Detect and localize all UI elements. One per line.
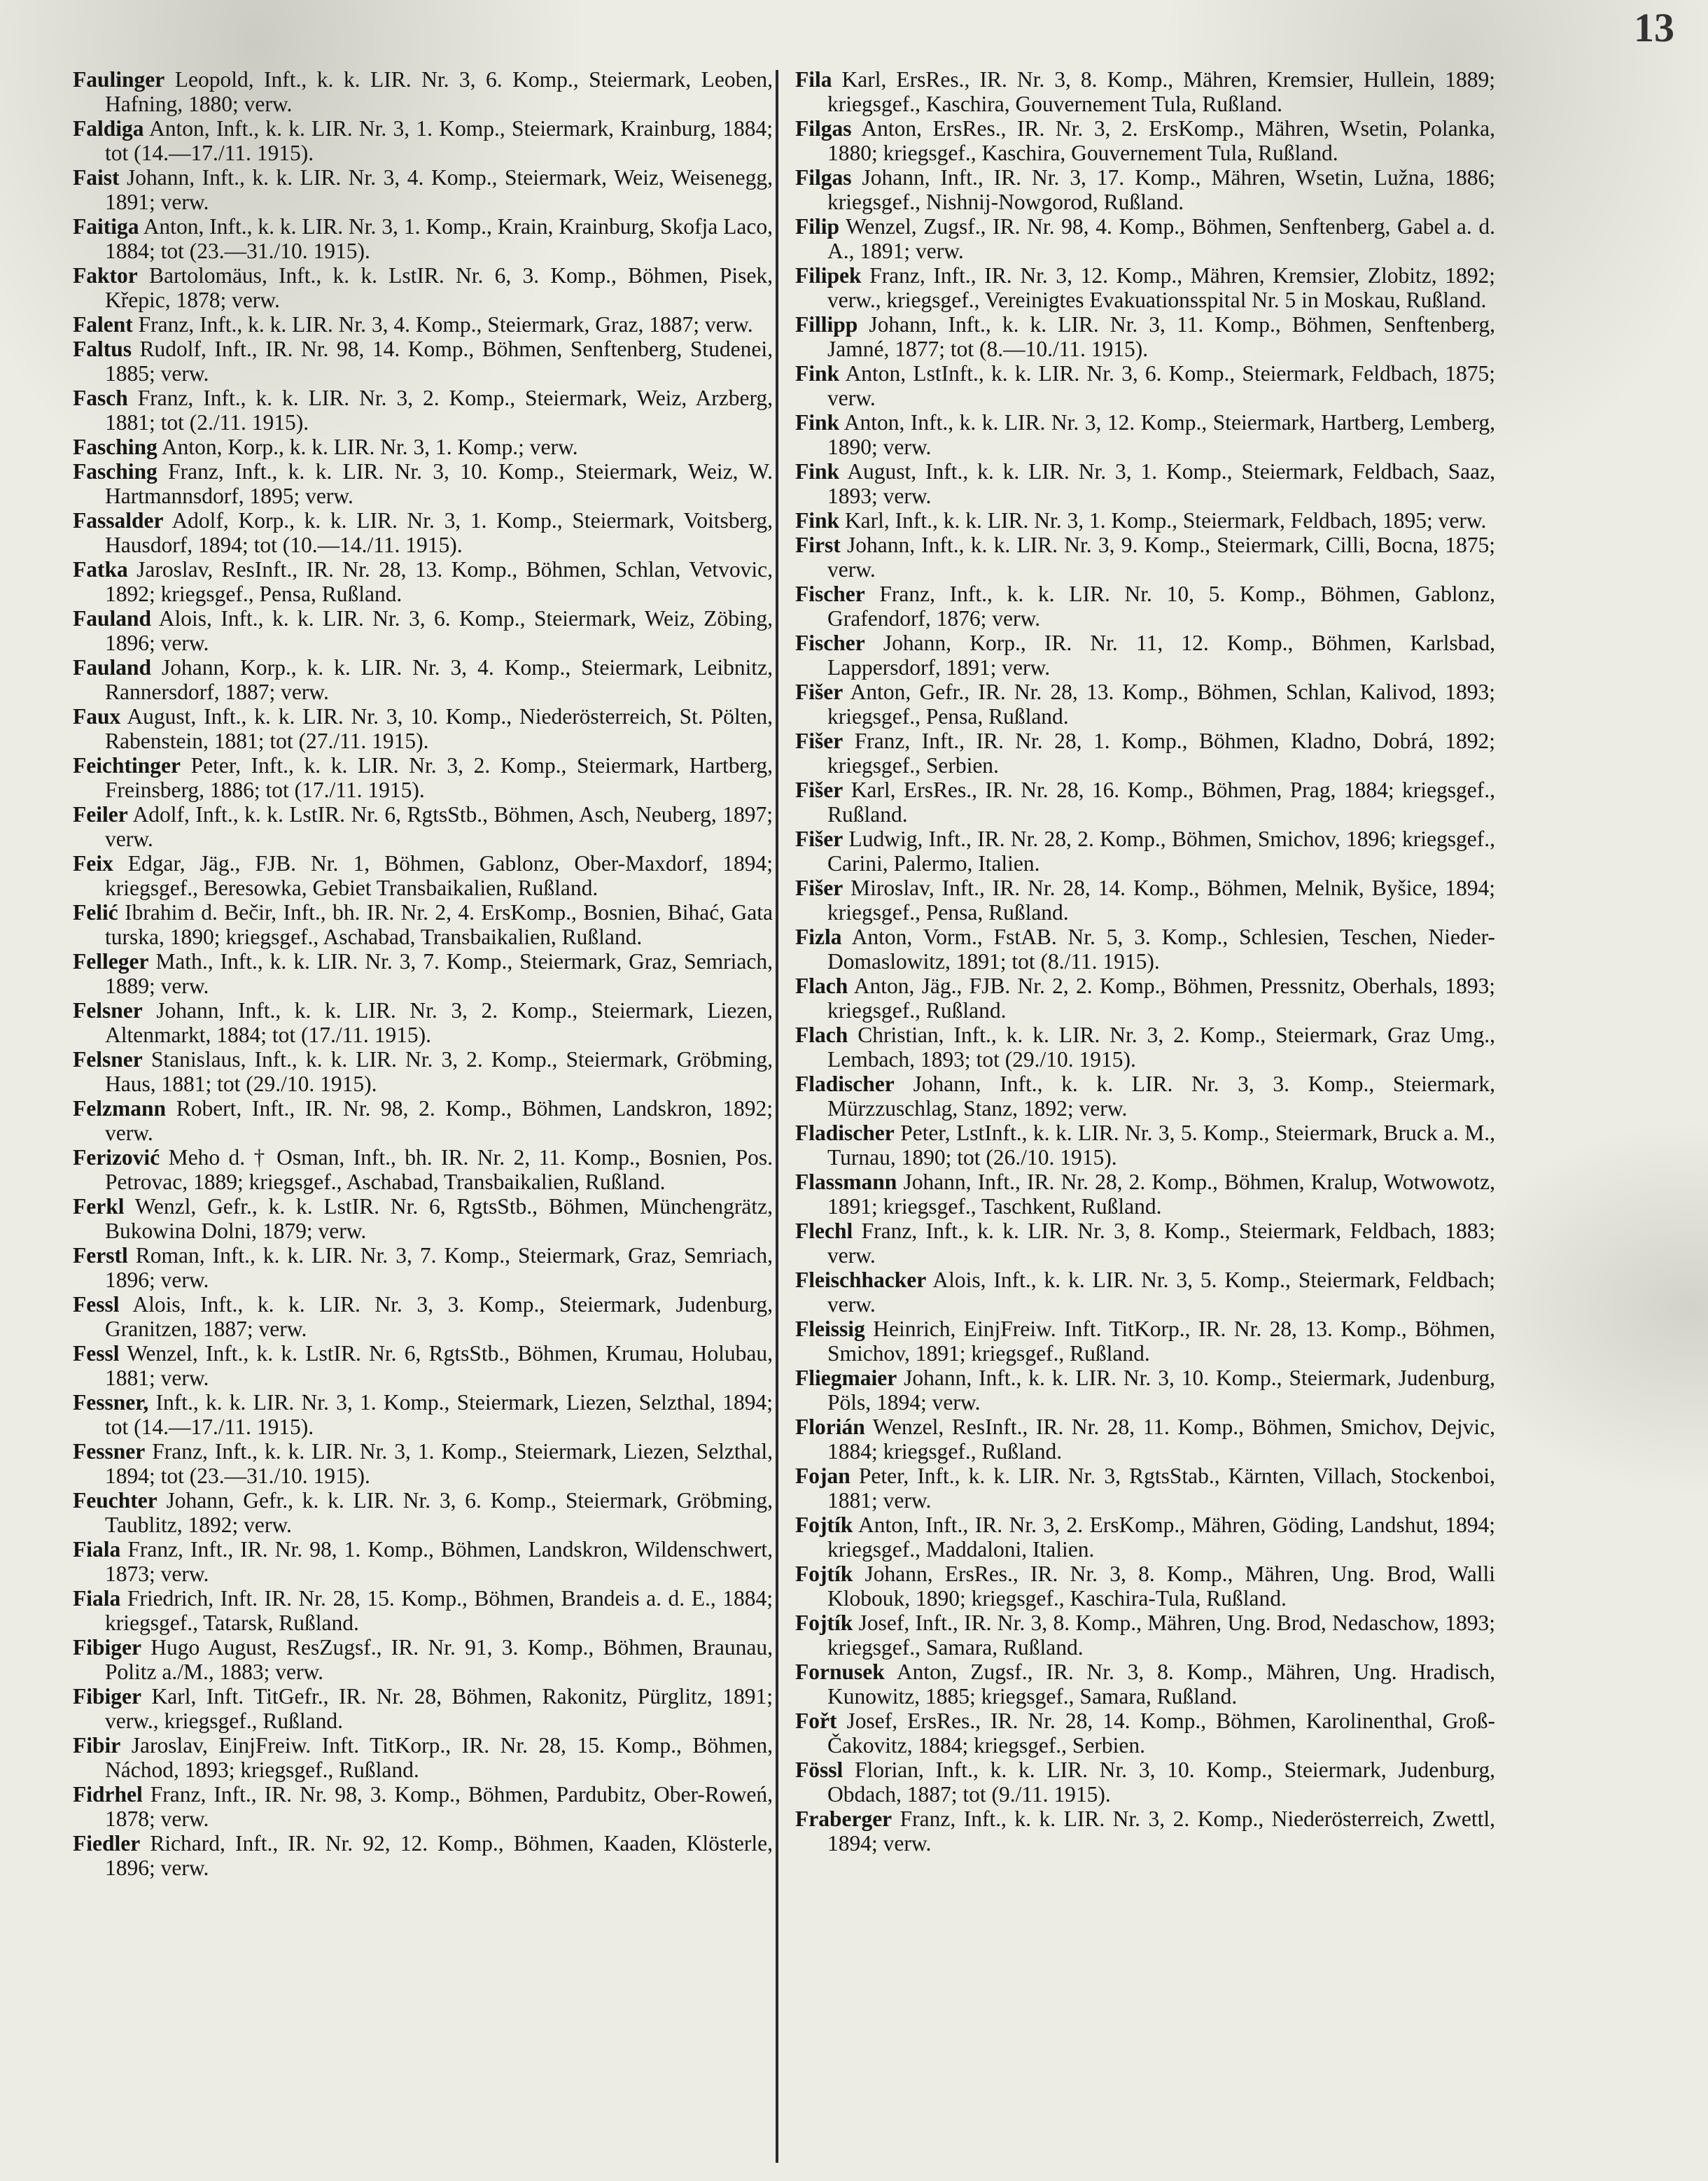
entry-details: Franz, Inft., k. k. LIR. Nr. 10, 5. Komp., Böhmen, Gablonz, Grafendorf, 1876; verw. <box>827 582 1495 631</box>
entry-details: Ibrahim d. Bečir, Inft., bh. IR. Nr. 2, 4. ErsKomp., Bosnien, Bihać, Gata turska, 1890; kriegsgef., Aschabad, Transbaikalien, Rußland. <box>105 900 773 949</box>
entry-surname: Fišer <box>795 827 844 851</box>
register-entry <box>795 1562 1495 1611</box>
entry-details: Wenzel, Inft., k. k. LstIR. Nr. 6, RgtsStb., Böhmen, Krumau, Holubau, 1881; verw. <box>105 1341 773 1390</box>
entry-surname: Filgas <box>795 165 852 190</box>
register-entry <box>73 998 773 1047</box>
entry-surname: Ferizović <box>73 1145 160 1170</box>
entry-surname: Fauland <box>73 655 152 680</box>
entry-surname: Fliegmaier <box>795 1366 897 1390</box>
register-entry <box>795 361 1495 410</box>
register-entry <box>795 1660 1495 1709</box>
entry-surname: Fischer <box>795 582 865 606</box>
entry-surname: Filgas <box>795 116 852 141</box>
register-entry <box>73 1390 773 1439</box>
entry-details: Math., Inft., k. k. LIR. Nr. 3, 7. Komp., Steiermark, Graz, Semriach, 1889; verw. <box>105 949 773 998</box>
entry-surname: Flach <box>795 974 848 998</box>
entry-details: Christian, Inft., k. k. LIR. Nr. 3, 2. Komp., Steiermark, Graz Umg., Lembach, 1893; tot (29./10. 1915). <box>827 1023 1496 1072</box>
entry-surname: Faitiga <box>73 214 139 239</box>
register-entry <box>795 1219 1495 1268</box>
register-entry <box>73 655 773 704</box>
register-entry <box>795 1366 1495 1415</box>
entry-details: Jaroslav, EinjFreiw. Inft. TitKorp., IR. Nr. 28, 15. Komp., Böhmen, Náchod, 1893; kriegsgef., Rußland. <box>105 1733 774 1782</box>
register-entry <box>73 214 773 263</box>
register-entry <box>73 900 773 949</box>
register-entry <box>73 851 773 900</box>
entry-surname: Fizla <box>795 925 842 949</box>
entry-details: Josef, ErsRes., IR. Nr. 28, 14. Komp., Böhmen, Karolinenthal, Groß-Čakovitz, 1884; kriegsgef., Serbien. <box>827 1709 1496 1758</box>
entry-surname: Fink <box>795 459 840 484</box>
register-entry <box>73 386 773 435</box>
register-entry <box>73 1341 773 1390</box>
entry-surname: Filipek <box>795 263 862 288</box>
register-entry <box>795 680 1495 729</box>
register-entry <box>795 827 1495 876</box>
entry-details: Franz, Inft., IR. Nr. 98, 3. Komp., Böhmen, Pardubitz, Ober-Roweń, 1878; verw. <box>105 1782 773 1831</box>
left-column <box>73 67 773 1880</box>
entry-surname: Fasching <box>73 435 158 459</box>
entry-details: Josef, Inft., IR. Nr. 3, 8. Komp., Mähren, Ung. Brod, Nedaschow, 1893; kriegsgef., Samara, Rußland. <box>827 1611 1495 1660</box>
entry-surname: Fibiger <box>73 1635 141 1660</box>
entry-details: Robert, Inft., IR. Nr. 98, 2. Komp., Böhmen, Landskron, 1892; verw. <box>105 1096 774 1145</box>
entry-details: Franz, Inft., k. k. LIR. Nr. 3, 2. Komp., Niederösterreich, Zwettl, 1894; verw. <box>827 1807 1495 1856</box>
entry-details: Bartolomäus, Inft., k. k. LstIR. Nr. 6, 3. Komp., Böhmen, Pisek, Křepic, 1878; verw. <box>105 263 774 312</box>
register-entry <box>795 1464 1495 1513</box>
entry-surname: Fořt <box>795 1709 837 1733</box>
entry-details: Ludwig, Inft., IR. Nr. 28, 2. Komp., Böhmen, Smichov, 1896; kriegsgef., Carini, Palermo, Italien. <box>827 827 1495 876</box>
entry-details: Hugo August, ResZugsf., IR. Nr. 91, 3. Komp., Böhmen, Braunau, Politz a./M., 1883; verw. <box>105 1635 774 1684</box>
register-entry <box>795 1415 1495 1464</box>
register-entry <box>795 1121 1495 1170</box>
entry-surname: Fibir <box>73 1733 121 1758</box>
entry-surname: Felić <box>73 900 118 925</box>
register-entry <box>795 876 1495 925</box>
entry-details: Karl, Inft., k. k. LIR. Nr. 3, 1. Komp., Steiermark, Feldbach, 1895; verw. <box>844 508 1487 533</box>
register-entry <box>73 1586 773 1635</box>
entry-details: Peter, LstInft., k. k. LIR. Nr. 3, 5. Komp., Steiermark, Bruck a. M., Turnau, 1890; tot (26./10. 1915). <box>827 1121 1496 1170</box>
register-entry <box>795 459 1495 508</box>
register-entry <box>795 263 1495 312</box>
entry-surname: Feichtinger <box>73 753 181 778</box>
entry-surname: Faist <box>73 165 120 190</box>
register-entry <box>73 263 773 312</box>
register-entry <box>795 1513 1495 1562</box>
entry-surname: Flechl <box>795 1219 853 1243</box>
entry-details: Johann, Inft., k. k. LIR. Nr. 3, 3. Komp., Steiermark, Mürzzuschlag, Stanz, 1892; verw. <box>827 1072 1495 1121</box>
entry-surname: Felleger <box>73 949 149 974</box>
entry-surname: Fišer <box>795 778 844 802</box>
register-entry <box>795 1758 1495 1807</box>
entry-surname: Fiedler <box>73 1831 141 1856</box>
entry-details: Franz, Inft., k. k. LIR. Nr. 3, 4. Komp., Steiermark, Graz, 1887; verw. <box>138 312 753 337</box>
entry-details: Johann, Inft., IR. Nr. 28, 2. Komp., Böhmen, Kralup, Wotwowotz, 1891; kriegsgef., Taschkent, Rußland. <box>827 1170 1495 1219</box>
entry-surname: Fink <box>795 508 840 533</box>
entry-surname: Fessl <box>73 1292 120 1317</box>
column-divider <box>776 70 778 2163</box>
entry-details: Leopold, Inft., k. k. LIR. Nr. 3, 6. Komp., Steiermark, Leoben, Hafning, 1880; verw. <box>105 67 773 116</box>
register-entry <box>795 729 1495 778</box>
register-entry <box>73 67 773 116</box>
entry-details: Johann, Inft., k. k. LIR. Nr. 3, 10. Komp., Steiermark, Judenburg, Pöls, 1894; verw. <box>827 1366 1495 1415</box>
entry-surname: Fladischer <box>795 1121 895 1145</box>
register-entry <box>795 1709 1495 1758</box>
register-entry <box>795 778 1495 827</box>
register-entry <box>73 116 773 165</box>
register-entry <box>73 165 773 214</box>
entry-details: Alois, Inft., k. k. LIR. Nr. 3, 6. Komp., Steiermark, Weiz, Zöbing, 1896; verw. <box>105 606 774 655</box>
entry-surname: Fornusek <box>795 1660 885 1684</box>
register-entry <box>73 1684 773 1733</box>
entry-details: Inft., k. k. LIR. Nr. 3, 1. Komp., Steiermark, Liezen, Selzthal, 1894; tot (14.—17./11. 1915). <box>105 1390 774 1439</box>
entry-details: Johann, Inft., IR. Nr. 3, 17. Komp., Mähren, Wsetin, Lužna, 1886; kriegsgef., Nishnij-Nowgorod, Rußland. <box>827 165 1496 214</box>
entry-surname: Flassmann <box>795 1170 897 1194</box>
entry-details: Franz, Inft., k. k. LIR. Nr. 3, 1. Komp., Steiermark, Liezen, Selzthal, 1894; tot (23.—31./10. 1915). <box>105 1439 774 1488</box>
entry-surname: Faktor <box>73 263 138 288</box>
entry-surname: Faux <box>73 704 121 729</box>
entry-details: Anton, Zugsf., IR. Nr. 3, 8. Komp., Mähren, Ung. Hradisch, Kunowitz, 1885; kriegsgef., Samara, Rußland. <box>827 1660 1495 1709</box>
entry-surname: Florián <box>795 1415 865 1439</box>
entry-surname: Fleischhacker <box>795 1268 927 1292</box>
entry-surname: Fraberger <box>795 1807 892 1831</box>
entry-details: Alois, Inft., k. k. LIR. Nr. 3, 5. Komp., Steiermark, Feldbach; verw. <box>827 1268 1495 1317</box>
entry-details: Anton, Inft., IR. Nr. 3, 2. ErsKomp., Mähren, Göding, Landshut, 1894; kriegsgef., Maddaloni, Italien. <box>827 1513 1496 1562</box>
register-entry <box>73 312 773 337</box>
entry-details: Anton, Inft., k. k. LIR. Nr. 3, 12. Komp., Steiermark, Hartberg, Lemberg, 1890; verw. <box>827 410 1495 459</box>
entry-details: Friedrich, Inft. IR. Nr. 28, 15. Komp., Böhmen, Brandeis a. d. E., 1884; kriegsgef., Tatarsk, Rußland. <box>105 1586 774 1635</box>
entry-details: Anton, Gefr., IR. Nr. 28, 13. Komp., Böhmen, Schlan, Kalivod, 1893; kriegsgef., Pensa, Rußland. <box>827 680 1495 729</box>
register-entry <box>795 631 1495 680</box>
entry-details: Anton, Korp., k. k. LIR. Nr. 3, 1. Komp.; verw. <box>161 435 578 459</box>
entry-details: Miroslav, Inft., IR. Nr. 28, 14. Komp., Böhmen, Melnik, Byšice, 1894; kriegsgef., Pensa, Rußland. <box>827 876 1495 925</box>
register-entry <box>73 1537 773 1586</box>
entry-surname: Fišer <box>795 680 844 704</box>
entry-details: Richard, Inft., IR. Nr. 92, 12. Komp., Böhmen, Kaaden, Klösterle, 1896; verw. <box>105 1831 773 1880</box>
entry-surname: Faulinger <box>73 67 165 92</box>
register-entry <box>795 214 1495 263</box>
entry-details: Heinrich, EinjFreiw. Inft. TitKorp., IR. Nr. 28, 13. Komp., Böhmen, Smichov, 1891; kriegsgef., Rußland. <box>827 1317 1495 1366</box>
entry-details: Anton, Vorm., FstAB. Nr. 5, 3. Komp., Schlesien, Teschen, Nieder-Domaslowitz, 1891; tot (8./11. 1915). <box>827 925 1496 974</box>
entry-surname: Faldiga <box>73 116 144 141</box>
entry-details: Anton, Inft., k. k. LIR. Nr. 3, 1. Komp., Steiermark, Krainburg, 1884; tot (14.—17./11. 1915). <box>105 116 773 165</box>
register-entry <box>73 459 773 508</box>
register-entry <box>73 753 773 802</box>
page-number: 13 <box>1634 5 1674 50</box>
entry-surname: Fillipp <box>795 312 858 337</box>
entry-details: Karl, ErsRes., IR. Nr. 28, 16. Komp., Böhmen, Prag, 1884; kriegsgef., Rußland. <box>827 778 1496 827</box>
entry-details: Franz, Inft., IR. Nr. 98, 1. Komp., Böhmen, Landskron, Wildenschwert, 1873; verw. <box>105 1537 774 1586</box>
entry-details: Johann, Inft., k. k. LIR. Nr. 3, 11. Komp., Böhmen, Senftenberg, Jamné, 1877; tot (8.—10./11. 1915). <box>827 312 1495 361</box>
entry-details: Johann, Inft., k. k. LIR. Nr. 3, 9. Komp., Steiermark, Cilli, Bocna, 1875; verw. <box>827 533 1496 582</box>
register-entry <box>73 1145 773 1194</box>
register-entry <box>73 1194 773 1243</box>
entry-details: Karl, ErsRes., IR. Nr. 3, 8. Komp., Mähren, Kremsier, Hullein, 1889; kriegsgef., Kaschira, Gouvernement Tula, Rußland. <box>827 67 1496 116</box>
register-entry <box>73 435 773 459</box>
entry-details: Anton, ErsRes., IR. Nr. 3, 2. ErsKomp., Mähren, Wsetin, Polanka, 1880; kriegsgef., Kaschira, Gouvernement Tula, Rußland. <box>827 116 1495 165</box>
entry-surname: Ferstl <box>73 1243 128 1268</box>
entry-surname: Fink <box>795 410 840 435</box>
register-entry <box>795 1807 1495 1856</box>
entry-details: Franz, Inft., k. k. LIR. Nr. 3, 2. Komp., Steiermark, Weiz, Arzberg, 1881; tot (2./11. 1915). <box>105 386 773 435</box>
entry-details: Peter, Inft., k. k. LIR. Nr. 3, RgtsStab., Kärnten, Villach, Stockenboi, 1881; verw. <box>827 1464 1496 1513</box>
entry-surname: Fladischer <box>795 1072 895 1096</box>
register-entry <box>795 67 1495 116</box>
entry-details: Franz, Inft., IR. Nr. 3, 12. Komp., Mähren, Kremsier, Zlobitz, 1892; verw., kriegsgef., Vereinigtes Evakuationsspital Nr. 5 in Moskau, Rußland. <box>827 263 1495 312</box>
entry-details: August, Inft., k. k. LIR. Nr. 3, 1. Komp., Steiermark, Feldbach, Saaz, 1893; verw. <box>827 459 1495 508</box>
entry-details: Anton, Inft., k. k. LIR. Nr. 3, 1. Komp., Krain, Krainburg, Skofja Laco, 1884; tot (23.—31./10. 1915). <box>105 214 774 263</box>
register-entry <box>795 1023 1495 1072</box>
register-entry <box>795 1170 1495 1219</box>
register-entry <box>73 1047 773 1096</box>
right-column <box>795 67 1495 1856</box>
register-entry <box>73 802 773 851</box>
entry-surname: Ferkl <box>73 1194 125 1219</box>
entry-details: Johann, Korp., k. k. LIR. Nr. 3, 4. Komp., Steiermark, Leibnitz, Rannersdorf, 1887; verw. <box>105 655 773 704</box>
entry-details: Peter, Inft., k. k. LIR. Nr. 3, 2. Komp., Steiermark, Hartberg, Freinsberg, 1886; tot (17./11. 1915). <box>105 753 773 802</box>
entry-details: Adolf, Inft., k. k. LstIR. Nr. 6, RgtsStb., Böhmen, Asch, Neuberg, 1897; verw. <box>105 802 773 851</box>
register-entry <box>73 949 773 998</box>
entry-surname: Falent <box>73 312 133 337</box>
entry-surname: Fössl <box>795 1758 844 1782</box>
entry-details: Wenzel, Zugsf., IR. Nr. 98, 4. Komp., Böhmen, Senftenberg, Gabel a. d. A., 1891; verw. <box>827 214 1495 263</box>
register-entry <box>795 116 1495 165</box>
entry-details: Rudolf, Inft., IR. Nr. 98, 14. Komp., Böhmen, Senftenberg, Studenei, 1885; verw. <box>105 337 773 386</box>
register-entry <box>795 1268 1495 1317</box>
entry-surname: Fiala <box>73 1586 121 1611</box>
entry-details: Wenzel, ResInft., IR. Nr. 28, 11. Komp., Böhmen, Smichov, Dejvic, 1884; kriegsgef., Rußland. <box>827 1415 1495 1464</box>
entry-details: Anton, LstInft., k. k. LIR. Nr. 3, 6. Komp., Steiermark, Feldbach, 1875; verw. <box>827 361 1495 410</box>
register-entry <box>73 1292 773 1341</box>
register-entry <box>73 1439 773 1488</box>
register-entry <box>795 1317 1495 1366</box>
register-entry <box>73 557 773 606</box>
entry-details: Roman, Inft., k. k. LIR. Nr. 3, 7. Komp., Steiermark, Graz, Semriach, 1896; verw. <box>105 1243 774 1292</box>
entry-details: Jaroslav, ResInft., IR. Nr. 28, 13. Komp., Böhmen, Schlan, Vetvovic, 1892; kriegsgef., Pensa, Rußland. <box>105 557 773 606</box>
entry-details: Adolf, Korp., k. k. LIR. Nr. 3, 1. Komp., Steiermark, Voitsberg, Hausdorf, 1894; tot (10.—14./11. 1915). <box>105 508 773 557</box>
entry-surname: Fibiger <box>73 1684 141 1709</box>
entry-details: Karl, Inft. TitGefr., IR. Nr. 28, Böhmen, Rakonitz, Pürglitz, 1891; verw., kriegsgef., Rußland. <box>105 1684 774 1733</box>
register-entry <box>73 337 773 386</box>
register-entry <box>73 1488 773 1537</box>
entry-surname: Flach <box>795 1023 848 1047</box>
entry-surname: Fojtík <box>795 1611 853 1635</box>
entry-details: Anton, Jäg., FJB. Nr. 2, 2. Komp., Böhmen, Pressnitz, Oberhals, 1893; kriegsgef., Rußland. <box>827 974 1495 1023</box>
entry-details: Johann, Inft., k. k. LIR. Nr. 3, 2. Komp., Steiermark, Liezen, Altenmarkt, 1884; tot (17./11. 1915). <box>105 998 773 1047</box>
entry-surname: Fink <box>795 361 840 386</box>
entry-surname: Feuchter <box>73 1488 158 1513</box>
register-entry <box>73 508 773 557</box>
entry-surname: Fila <box>795 67 832 92</box>
register-entry <box>795 410 1495 459</box>
register-entry <box>73 1782 773 1831</box>
entry-surname: Feiler <box>73 802 128 827</box>
entry-surname: Filip <box>795 214 840 239</box>
entry-surname: Fessner <box>73 1439 146 1464</box>
entry-surname: Fatka <box>73 557 128 582</box>
entry-surname: Fauland <box>73 606 152 631</box>
register-entry <box>73 1096 773 1145</box>
entry-details: Franz, Inft., k. k. LIR. Nr. 3, 8. Komp., Steiermark, Feldbach, 1883; verw. <box>827 1219 1496 1268</box>
entry-details: Wenzl, Gefr., k. k. LstIR. Nr. 6, RgtsStb., Böhmen, Münchengrätz, Bukowina Dolni, 1879; verw. <box>105 1194 773 1243</box>
entry-surname: Faltus <box>73 337 132 361</box>
entry-surname: Fischer <box>795 631 865 655</box>
register-entry <box>795 582 1495 631</box>
entry-details: Franz, Inft., IR. Nr. 28, 1. Komp., Böhmen, Kladno, Dobrá, 1892; kriegsgef., Serbien. <box>827 729 1495 778</box>
entry-surname: Fišer <box>795 876 844 900</box>
register-entry <box>73 1635 773 1684</box>
register-entry <box>73 1733 773 1782</box>
entry-surname: Fojtík <box>795 1513 853 1537</box>
entry-details: Florian, Inft., k. k. LIR. Nr. 3, 10. Komp., Steiermark, Judenburg, Obdach, 1887; tot (9./11. 1915). <box>827 1758 1496 1807</box>
entry-details: August, Inft., k. k. LIR. Nr. 3, 10. Komp., Niederösterreich, St. Pölten, Rabenstein, 1881; tot (27./11. 1915). <box>105 704 773 753</box>
entry-surname: Fasching <box>73 459 158 484</box>
entry-surname: First <box>795 533 841 557</box>
register-entry <box>795 312 1495 361</box>
entry-details: Edgar, Jäg., FJB. Nr. 1, Böhmen, Gablonz, Ober-Maxdorf, 1894; kriegsgef., Beresowka, Gebiet Transbaikalien, Rußland. <box>105 851 774 900</box>
entry-details: Johann, Korp., IR. Nr. 11, 12. Komp., Böhmen, Karlsbad, Lappersdorf, 1891; verw. <box>827 631 1496 680</box>
register-entry <box>73 1831 773 1880</box>
entry-surname: Felsner <box>73 1047 143 1072</box>
entry-details: Franz, Inft., k. k. LIR. Nr. 3, 10. Komp., Steiermark, Weiz, W. Hartmannsdorf, 1895; verw. <box>105 459 774 508</box>
entry-surname: Fojtík <box>795 1562 853 1586</box>
entry-surname: Feix <box>73 851 113 876</box>
entry-details: Meho d. † Osman, Inft., bh. IR. Nr. 2, 11. Komp., Bosnien, Pos. Petrovac, 1889; kriegsgef., Aschabad, Transbaikalien, Rußland. <box>105 1145 774 1194</box>
entry-details: Alois, Inft., k. k. LIR. Nr. 3, 3. Komp., Steiermark, Judenburg, Granitzen, 1887; verw. <box>105 1292 774 1341</box>
entry-surname: Felzmann <box>73 1096 166 1121</box>
register-entry <box>795 1611 1495 1660</box>
register-entry <box>795 925 1495 974</box>
register-entry <box>73 704 773 753</box>
entry-details: Johann, ErsRes., IR. Nr. 3, 8. Komp., Mähren, Ung. Brod, Walli Klobouk, 1890; kriegsgef., Kaschira-Tula, Rußland. <box>827 1562 1496 1611</box>
entry-surname: Fessner, <box>73 1390 149 1415</box>
entry-surname: Fidrhel <box>73 1782 143 1807</box>
entry-surname: Fessl <box>73 1341 120 1366</box>
entry-surname: Fleissig <box>795 1317 865 1341</box>
register-entry <box>73 1243 773 1292</box>
register-entry <box>73 606 773 655</box>
entry-surname: Fojan <box>795 1464 850 1488</box>
register-entry <box>795 974 1495 1023</box>
entry-surname: Fišer <box>795 729 844 753</box>
entry-surname: Felsner <box>73 998 143 1023</box>
entry-surname: Fassalder <box>73 508 164 533</box>
entry-details: Johann, Inft., k. k. LIR. Nr. 3, 4. Komp., Steiermark, Weiz, Weisenegg, 1891; verw. <box>105 165 774 214</box>
register-entry <box>795 165 1495 214</box>
register-entry <box>795 508 1495 533</box>
entry-details: Stanislaus, Inft., k. k. LIR. Nr. 3, 2. Komp., Steiermark, Gröbming, Haus, 1881; tot (29./10. 1915). <box>105 1047 773 1096</box>
entry-surname: Fasch <box>73 386 128 410</box>
register-entry <box>795 533 1495 582</box>
entry-surname: Fiala <box>73 1537 121 1562</box>
entry-details: Johann, Gefr., k. k. LIR. Nr. 3, 6. Komp., Steiermark, Gröbming, Taublitz, 1892; verw. <box>105 1488 774 1537</box>
register-entry <box>795 1072 1495 1121</box>
